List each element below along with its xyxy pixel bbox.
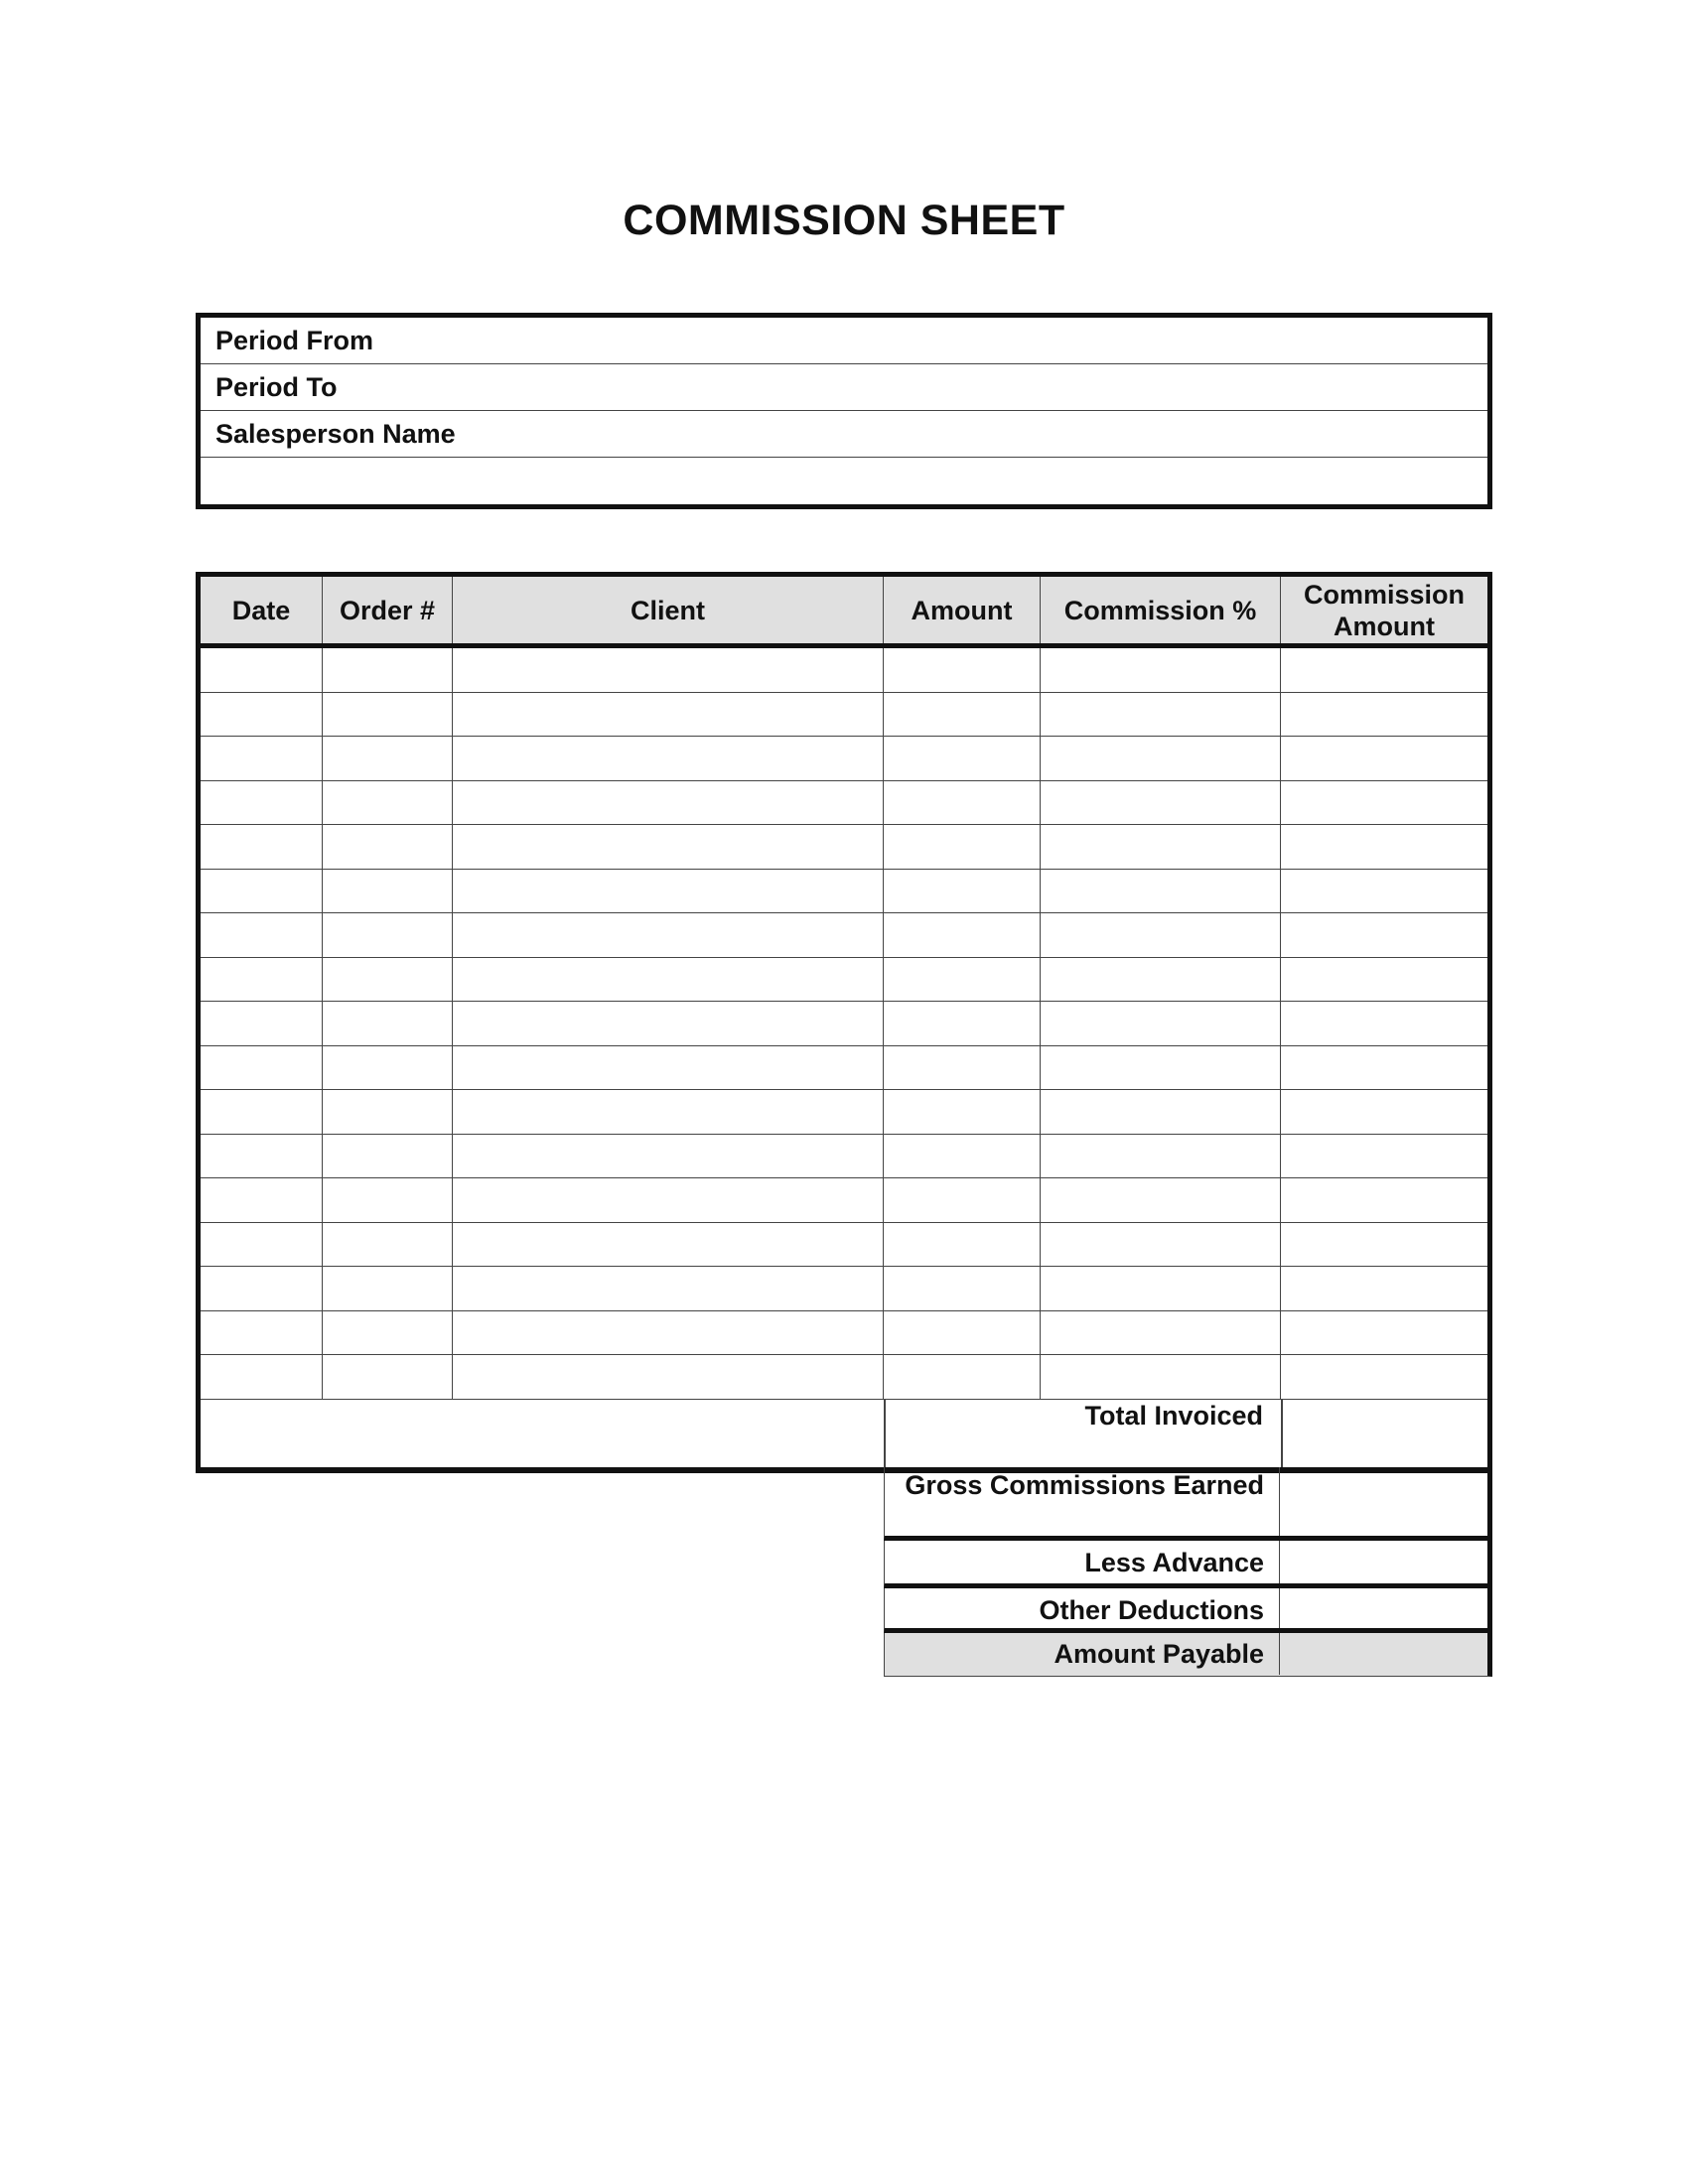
total-invoiced-label: Total Invoiced xyxy=(1084,1401,1263,1431)
col-amount: Amount xyxy=(884,577,1041,643)
period-from-field[interactable] xyxy=(201,318,1487,364)
table-cell[interactable] xyxy=(453,693,884,738)
table-row xyxy=(201,1002,1487,1046)
table-header xyxy=(201,577,1487,648)
col-commission-amount: Commission Amount xyxy=(1303,579,1466,641)
table-cell[interactable] xyxy=(323,1311,453,1356)
table-cell[interactable] xyxy=(1281,1090,1487,1135)
table-cell[interactable] xyxy=(1041,1355,1281,1400)
table-cell[interactable] xyxy=(453,1223,884,1268)
table-cell[interactable] xyxy=(323,870,453,914)
table-row xyxy=(201,825,1487,870)
page-title: COMMISSION SHEET xyxy=(623,197,1065,244)
table-cell[interactable] xyxy=(453,958,884,1003)
table-cell[interactable] xyxy=(884,648,1041,693)
table-cell[interactable] xyxy=(1281,1311,1487,1356)
table-cell[interactable] xyxy=(1281,737,1487,781)
gross-commissions-value[interactable] xyxy=(1279,1467,1489,1536)
table-cell[interactable] xyxy=(1281,913,1487,958)
commission-table xyxy=(196,572,1492,1473)
table-cell[interactable] xyxy=(1281,781,1487,826)
table-cell[interactable] xyxy=(453,737,884,781)
table-row xyxy=(201,1135,1487,1179)
table-cell[interactable] xyxy=(323,1267,453,1311)
table-row xyxy=(201,913,1487,958)
table-cell[interactable] xyxy=(453,825,884,870)
table-row xyxy=(201,1267,1487,1311)
amount-payable-row xyxy=(884,1633,1492,1677)
table-cell[interactable] xyxy=(1041,1311,1281,1356)
table-cell[interactable] xyxy=(201,1090,323,1135)
table-cell[interactable] xyxy=(884,1090,1041,1135)
other-deductions-value[interactable] xyxy=(1279,1588,1489,1628)
other-deductions-row xyxy=(884,1588,1492,1633)
period-to-field[interactable] xyxy=(201,364,1487,411)
table-cell[interactable] xyxy=(323,1135,453,1179)
gross-commissions-row xyxy=(884,1467,1492,1541)
table-cell[interactable] xyxy=(201,870,323,914)
table-cell[interactable] xyxy=(323,958,453,1003)
table-cell[interactable] xyxy=(1041,1090,1281,1135)
table-cell[interactable] xyxy=(1041,1002,1281,1046)
table-cell[interactable] xyxy=(201,1135,323,1179)
table-cell[interactable] xyxy=(453,1178,884,1223)
table-cell[interactable] xyxy=(1281,958,1487,1003)
table-row xyxy=(201,1046,1487,1091)
table-cell[interactable] xyxy=(884,958,1041,1003)
table-cell[interactable] xyxy=(884,825,1041,870)
table-cell[interactable] xyxy=(1281,648,1487,693)
table-cell[interactable] xyxy=(201,781,323,826)
table-cell[interactable] xyxy=(884,1002,1041,1046)
table-cell[interactable] xyxy=(884,737,1041,781)
table-cell[interactable] xyxy=(1281,1002,1487,1046)
col-order: Order # xyxy=(323,577,453,643)
table-cell[interactable] xyxy=(1281,1267,1487,1311)
table-cell[interactable] xyxy=(453,1135,884,1179)
table-cell[interactable] xyxy=(201,648,323,693)
table-cell[interactable] xyxy=(884,913,1041,958)
period-to-label: Period To xyxy=(215,372,338,402)
table-cell[interactable] xyxy=(1281,870,1487,914)
table-cell[interactable] xyxy=(1041,1135,1281,1179)
table-cell[interactable] xyxy=(201,958,323,1003)
table-row xyxy=(201,958,1487,1003)
table-cell[interactable] xyxy=(884,693,1041,738)
gross-commissions-label: Gross Commissions Earned xyxy=(905,1470,1264,1500)
table-cell[interactable] xyxy=(201,693,323,738)
salesperson-name-field[interactable] xyxy=(201,411,1487,458)
table-cell[interactable] xyxy=(323,1178,453,1223)
less-advance-row xyxy=(884,1541,1492,1588)
table-cell[interactable] xyxy=(1281,825,1487,870)
table-cell[interactable] xyxy=(1041,1046,1281,1091)
table-cell[interactable] xyxy=(1041,958,1281,1003)
table-cell[interactable] xyxy=(1041,781,1281,826)
table-cell[interactable] xyxy=(1281,1355,1487,1400)
amount-payable-value[interactable] xyxy=(1279,1633,1489,1675)
table-cell[interactable] xyxy=(1041,1223,1281,1268)
total-invoiced-row xyxy=(884,1398,1492,1467)
table-cell[interactable] xyxy=(323,693,453,738)
table-cell[interactable] xyxy=(884,1355,1041,1400)
table-cell[interactable] xyxy=(453,648,884,693)
table-cell[interactable] xyxy=(201,737,323,781)
table-cell[interactable] xyxy=(323,1002,453,1046)
table-cell[interactable] xyxy=(1041,1178,1281,1223)
table-cell[interactable] xyxy=(1281,1178,1487,1223)
table-row xyxy=(201,693,1487,738)
table-cell[interactable] xyxy=(1281,1135,1487,1179)
table-cell[interactable] xyxy=(1041,825,1281,870)
table-cell[interactable] xyxy=(323,1090,453,1135)
table-cell[interactable] xyxy=(453,870,884,914)
col-client: Client xyxy=(453,577,884,643)
table-row xyxy=(201,1090,1487,1135)
table-row xyxy=(201,737,1487,781)
table-cell[interactable] xyxy=(201,1178,323,1223)
table-cell[interactable] xyxy=(453,913,884,958)
table-cell[interactable] xyxy=(1041,648,1281,693)
table-cell[interactable] xyxy=(453,1046,884,1091)
col-commission-pct: Commission % xyxy=(1041,577,1281,643)
table-cell[interactable] xyxy=(884,781,1041,826)
table-cell[interactable] xyxy=(884,1311,1041,1356)
table-cell[interactable] xyxy=(323,913,453,958)
table-cell[interactable] xyxy=(201,1311,323,1356)
amount-payable-label: Amount Payable xyxy=(1054,1639,1264,1669)
salesperson-name-label: Salesperson Name xyxy=(215,419,456,449)
blank-info-field[interactable] xyxy=(201,458,1487,504)
table-cell[interactable] xyxy=(323,1223,453,1268)
less-advance-label: Less Advance xyxy=(1084,1548,1264,1577)
table-cell[interactable] xyxy=(884,870,1041,914)
table-cell[interactable] xyxy=(323,648,453,693)
table-cell[interactable] xyxy=(1281,693,1487,738)
table-cell[interactable] xyxy=(1281,1223,1487,1268)
table-cell[interactable] xyxy=(201,825,323,870)
table-cell[interactable] xyxy=(323,781,453,826)
table-cell[interactable] xyxy=(1041,1267,1281,1311)
table-cell[interactable] xyxy=(1041,913,1281,958)
table-cell[interactable] xyxy=(884,1135,1041,1179)
table-cell[interactable] xyxy=(201,913,323,958)
table-row xyxy=(201,1178,1487,1223)
table-cell[interactable] xyxy=(323,737,453,781)
table-cell[interactable] xyxy=(453,1355,884,1400)
col-date: Date xyxy=(201,577,323,643)
table-row xyxy=(201,781,1487,826)
table-cell[interactable] xyxy=(201,1223,323,1268)
other-deductions-label: Other Deductions xyxy=(1039,1595,1264,1625)
table-row xyxy=(201,1311,1487,1356)
table-cell[interactable] xyxy=(1281,1046,1487,1091)
table-cell[interactable] xyxy=(453,781,884,826)
table-row xyxy=(201,1355,1487,1400)
table-cell[interactable] xyxy=(1041,693,1281,738)
table-cell[interactable] xyxy=(323,1355,453,1400)
table-cell[interactable] xyxy=(1041,737,1281,781)
info-box xyxy=(196,313,1492,509)
table-cell[interactable] xyxy=(201,1046,323,1091)
table-cell[interactable] xyxy=(453,1090,884,1135)
table-cell[interactable] xyxy=(323,825,453,870)
table-cell[interactable] xyxy=(884,1223,1041,1268)
table-cell[interactable] xyxy=(453,1311,884,1356)
total-invoiced-value[interactable] xyxy=(1278,1398,1487,1467)
table-cell[interactable] xyxy=(1041,870,1281,914)
table-cell[interactable] xyxy=(884,1178,1041,1223)
table-cell[interactable] xyxy=(201,1002,323,1046)
table-row xyxy=(201,648,1487,693)
less-advance-value[interactable] xyxy=(1279,1541,1489,1583)
table-row xyxy=(201,870,1487,914)
period-from-label: Period From xyxy=(215,326,374,355)
table-cell[interactable] xyxy=(201,1355,323,1400)
table-cell[interactable] xyxy=(884,1267,1041,1311)
table-cell[interactable] xyxy=(201,1267,323,1311)
table-row xyxy=(201,1223,1487,1268)
table-cell[interactable] xyxy=(453,1002,884,1046)
table-cell[interactable] xyxy=(453,1267,884,1311)
table-cell[interactable] xyxy=(323,1046,453,1091)
table-cell[interactable] xyxy=(884,1046,1041,1091)
